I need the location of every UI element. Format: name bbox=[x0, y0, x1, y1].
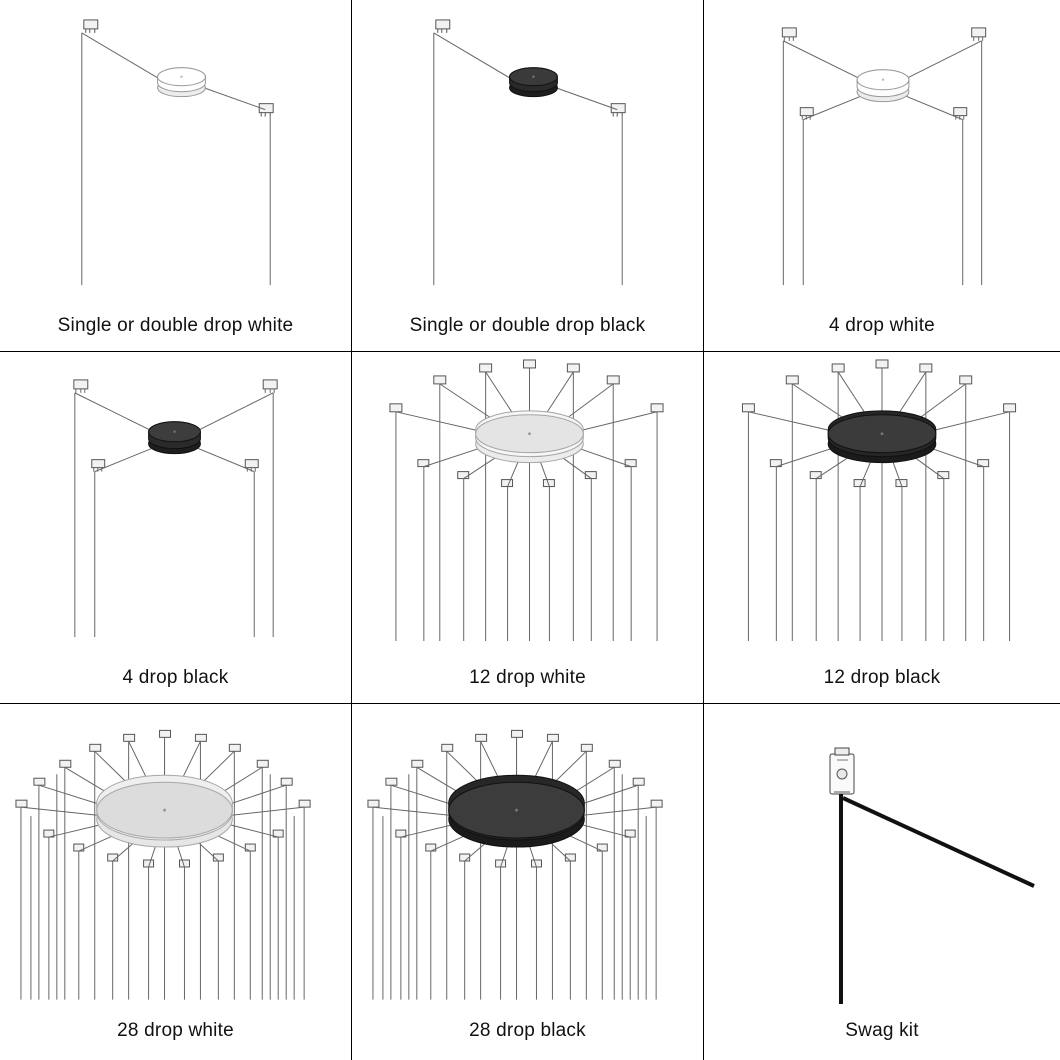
option-cell-28-drop-black[interactable] bbox=[352, 704, 704, 1060]
option-caption: Swag kit bbox=[845, 1020, 919, 1041]
option-cell-12-drop-white[interactable] bbox=[352, 352, 704, 704]
option-caption: 4 drop black bbox=[122, 667, 229, 688]
suspension-diagram-icon bbox=[0, 704, 351, 1014]
option-caption: Single or double drop black bbox=[409, 315, 646, 336]
option-cell-swag-kit[interactable] bbox=[704, 704, 1060, 1060]
option-cell-28-drop-white[interactable] bbox=[0, 704, 352, 1060]
swag-kit-icon bbox=[704, 704, 1060, 1014]
suspension-diagram-icon bbox=[704, 0, 1060, 305]
suspension-diagram-icon bbox=[0, 352, 351, 657]
suspension-diagram-icon bbox=[352, 704, 703, 1014]
option-caption: 12 drop black bbox=[823, 667, 941, 688]
suspension-diagram-icon bbox=[352, 352, 703, 657]
option-cell-12-drop-black[interactable] bbox=[704, 352, 1060, 704]
option-cell-single-or-double-drop-black[interactable] bbox=[352, 0, 704, 352]
option-caption: 4 drop white bbox=[829, 315, 935, 336]
suspension-diagram-icon bbox=[352, 0, 703, 305]
option-caption: 12 drop white bbox=[469, 667, 586, 688]
option-caption: 28 drop black bbox=[469, 1020, 586, 1041]
option-cell-4-drop-black[interactable] bbox=[0, 352, 352, 704]
option-cell-4-drop-white[interactable] bbox=[704, 0, 1060, 352]
suspension-diagram-icon bbox=[0, 0, 351, 305]
option-caption: Single or double drop white bbox=[57, 315, 294, 336]
option-cell-single-or-double-drop-white[interactable] bbox=[0, 0, 352, 352]
suspension-diagram-icon bbox=[704, 352, 1060, 657]
option-caption: 28 drop white bbox=[117, 1020, 234, 1041]
